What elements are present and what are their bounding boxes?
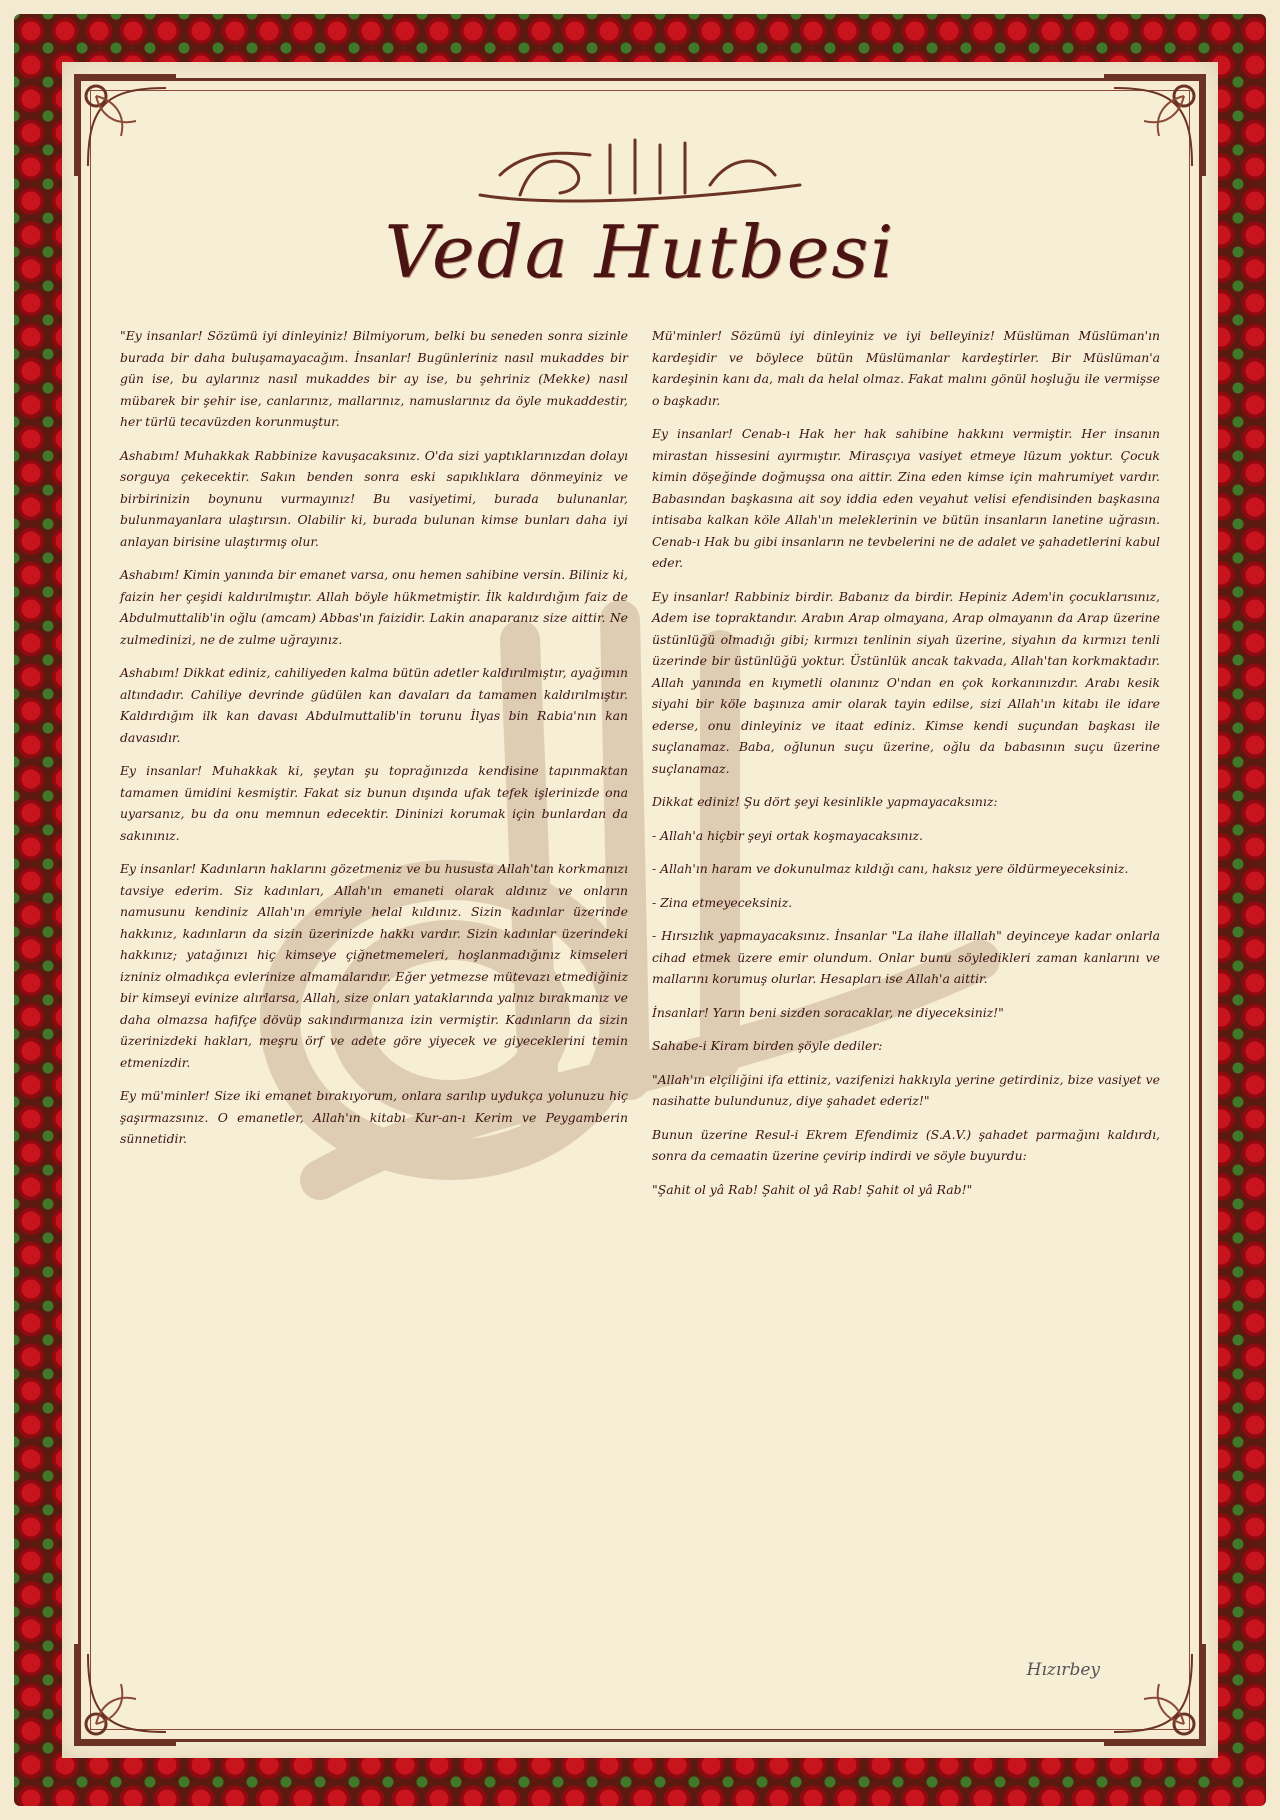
page-title: Veda Hutbesi — [384, 210, 896, 294]
right-column — [652, 325, 1160, 1565]
paragraph: - Allah'a hiçbir şeyi ortak koşmayacaksınız. — [652, 827, 923, 843]
bismillah-calligraphy-icon — [460, 125, 820, 215]
paragraph: "Allah'ın elçiliğini ifa ettiniz, vazifenizi hakkıyla yerine getirdiniz, bize vasiyet ve nasihatte bulundunuz, diye şahadet ederiz!" — [652, 1071, 1160, 1108]
signature: Hızırbey — [1026, 1660, 1100, 1680]
paragraph: Ashabım! Dikkat ediniz, cahiliyeden kalma bütün adetler kaldırılmıştır, ayağımın altındadır. Cahiliye devrinde güdülen kan davaları da tamamen kaldırılmıştır. Kaldırdığım ilk kan davası Abdulmuttalib'in torunu İlyas bin Rabia'nın kan davasıdır. — [120, 665, 628, 745]
left-column — [120, 325, 628, 1565]
paragraph: Mü'minler! Sözümü iyi dinleyiniz ve iyi belleyiniz! Müslüman Müslüman'ın kardeşidir ve böylece bütün Müslümanlar kardeştirler. Bir Müslüman'a kardeşinin kanı da, malı da helal olmaz. Fakat malını gönül hoşluğu ile vermişse o başkadır. — [652, 328, 1160, 408]
paragraph: - Hırsızlık yapmayacaksınız. İnsanlar "La ilahe illallah" deyinceye kadar onlarla cihad etmek üzere emir olundum. Onlar bunu söyledikleri zaman kanlarını ve mallarını korumuş olurlar. Hesapları ise Allah'a aittir. — [652, 928, 1160, 986]
paragraph: Ey insanlar! Kadınların haklarını gözetmeniz ve bu hususta Allah'tan korkmanızı tavsiye ederim. Siz kadınları, Allah'ın emaneti olarak aldınız ve onların namusunu kendiniz Allah'ın emriyle helal kıldınız. Sizin kadınlar üzerinde hakkınız, kadınların da sizin üzerinizde hakkı vardır. Sizin kadınlar üzerindeki hakkınız; yatağınızı hiç kimseye çiğnetmemeleri, hoşlanmadığınız kimseleri izniniz olmadıkça evlerinize almamalarıdır. Eğer yetmezse mütevazı etmediğiniz bir kimseyi evinize alırlarsa, Allah, size onları yataklarında yalnız bırakmanız ve daha olmazsa hafifçe dövüp sakındırmanıza izin vermiştir. Kadınların da sizin üzerinizdeki hakları, meşru örf ve adete göre yiyecek ve giyeceklerini temin etmenizdir. — [120, 861, 628, 1070]
text-columns — [120, 325, 1160, 1565]
paragraph: "Ey insanlar! Sözümü iyi dinleyiniz! Bilmiyorum, belki bu seneden sonra sizinle burada bir daha buluşamayacağım. İnsanlar! Bugünleriniz nasıl mukaddes bir gün ise, bu aylarınız nasıl mukaddes bir ay ise, bu şehriniz (Mekke) nasıl mübarek bir şehir ise, canlarınız, mallarınız, namuslarınız da öyle mukaddestir, her türlü tecavüzden korunmuştur. — [120, 328, 628, 429]
paragraph: Ey insanlar! Muhakkak ki, şeytan şu toprağınızda kendisine tapınmaktan tamamen ümidini kesmiştir. Fakat siz bunun dışında ufak tefek işlerinizde ona uyarsanız, bu da onu memnun edecektir. Dininizi korumak için bunlardan da sakınınız. — [120, 763, 628, 843]
ornamental-corner-icon — [1094, 66, 1214, 186]
paragraph: - Zina etmeyeceksiniz. — [652, 894, 793, 910]
paragraph: Ey insanlar! Cenab-ı Hak her hak sahibine hakkını vermiştir. Her insanın mirastan hissesini ayırmıştır. Mirasçıya vasiyet etmeye lüzum yoktur. Çocuk kimin döşeğinde doğmuşsa ona aittir. Zina eden kimse için mahrumiyet vardır. Babasından başkasına ait soy iddia eden veyahut velisi efendisinden başkasına intisaba kalkan köle Allah'ın meleklerinin ve bütün insanların lanetine uğrasın. Cenab-ı Hak bu gibi insanların ne tevbelerini ne de adalet ve şahadetlerini kabul eder. — [652, 426, 1160, 570]
paragraph: İnsanlar! Yarın beni sizden soracaklar, ne diyeceksiniz!" — [652, 1004, 1004, 1020]
paragraph: Bunun üzerine Resul-i Ekrem Efendimiz (S.A.V.) şahadet parmağını kaldırdı, sonra da cemaatin üzerine çevirip indirdi ve söyle buyurdu: — [652, 1126, 1160, 1163]
paragraph: - Allah'ın haram ve dokunulmaz kıldığı canı, haksız yere öldürmeyeceksiniz. — [652, 861, 1129, 876]
paragraph: Ey mü'minler! Size iki emanet bırakıyorum, onlara sarılıp uydukça yolunuzu hiç şaşırmazsınız. O emanetler, Allah'ın kitabı Kur-an-ı Kerim ve Peygamberin sünnetidir. — [120, 1088, 628, 1146]
paragraph: Dikkat ediniz! Şu dört şeyi kesinlikle yapmayacaksınız: — [652, 794, 998, 809]
ornamental-corner-icon — [66, 1634, 186, 1754]
paragraph: Ashabım! Muhakkak Rabbinize kavuşacaksınız. O'da sizi yaptıklarınızdan dolayı sorguya çekecektir. Sakın benden sonra eski sapıklıklara dönmeyiniz ve birbirinizin boynunu vurmayınız! Bu vasiyetimi, burada bulunanlar, bulunmayanlara ulaştırsın. Olabilir ki, burada bulunan kimse bunları daha iyi anlayan birisine ulaştırmış olur. — [120, 447, 628, 549]
paragraph: Ashabım! Kimin yanında bir emanet varsa, onu hemen sahibine versin. Biliniz ki, faizin her çeşidi kaldırılmıştır. Allah böyle hükmetmiştir. İlk kaldırdığım faiz de Abdulmuttalib'in oğlu (amcam) Abbas'ın faizidir. Lakin anaparanız size aittir. Ne zulmedinizi, ne de zulme uğrayınız. — [120, 567, 628, 647]
ornamental-corner-icon — [1094, 1634, 1214, 1754]
paragraph: Ey insanlar! Rabbiniz birdir. Babanız da birdir. Hepiniz Adem'in çocuklarısınız, Adem ise topraktandır. Arabın Arap olmayana, Arap olmayanın da Arap üzerine üstünlüğü olmadığı gibi; kırmızı tenlinin siyah üzerine, siyahın da kırmızı tenli üzerinde bir üstünlüğü yoktur. Üstünlük ancak takvada, Allah'tan korkmaktadır. Allah yanında en kıymetli olanınız O'ndan en çok korkanınızdır. Arabı kesik siyahi bir köle başınıza amir olarak tayin edilse, sizi Allah'ın kitabı ile idare ederse, onu dinleyiniz ve itaat ediniz. Kimse kendi suçundan başkası ile suçlanamaz. Baba, oğlunun suçu üzerine, oğlu da babasının suçu üzerine suçlanamaz. — [652, 588, 1160, 776]
paragraph: Sahabe-i Kiram birden şöyle dediler: — [652, 1038, 883, 1053]
ornamental-corner-icon — [66, 66, 186, 186]
paragraph: "Şahit ol yâ Rab! Şahit ol yâ Rab! Şahit ol yâ Rab!" — [652, 1181, 973, 1197]
